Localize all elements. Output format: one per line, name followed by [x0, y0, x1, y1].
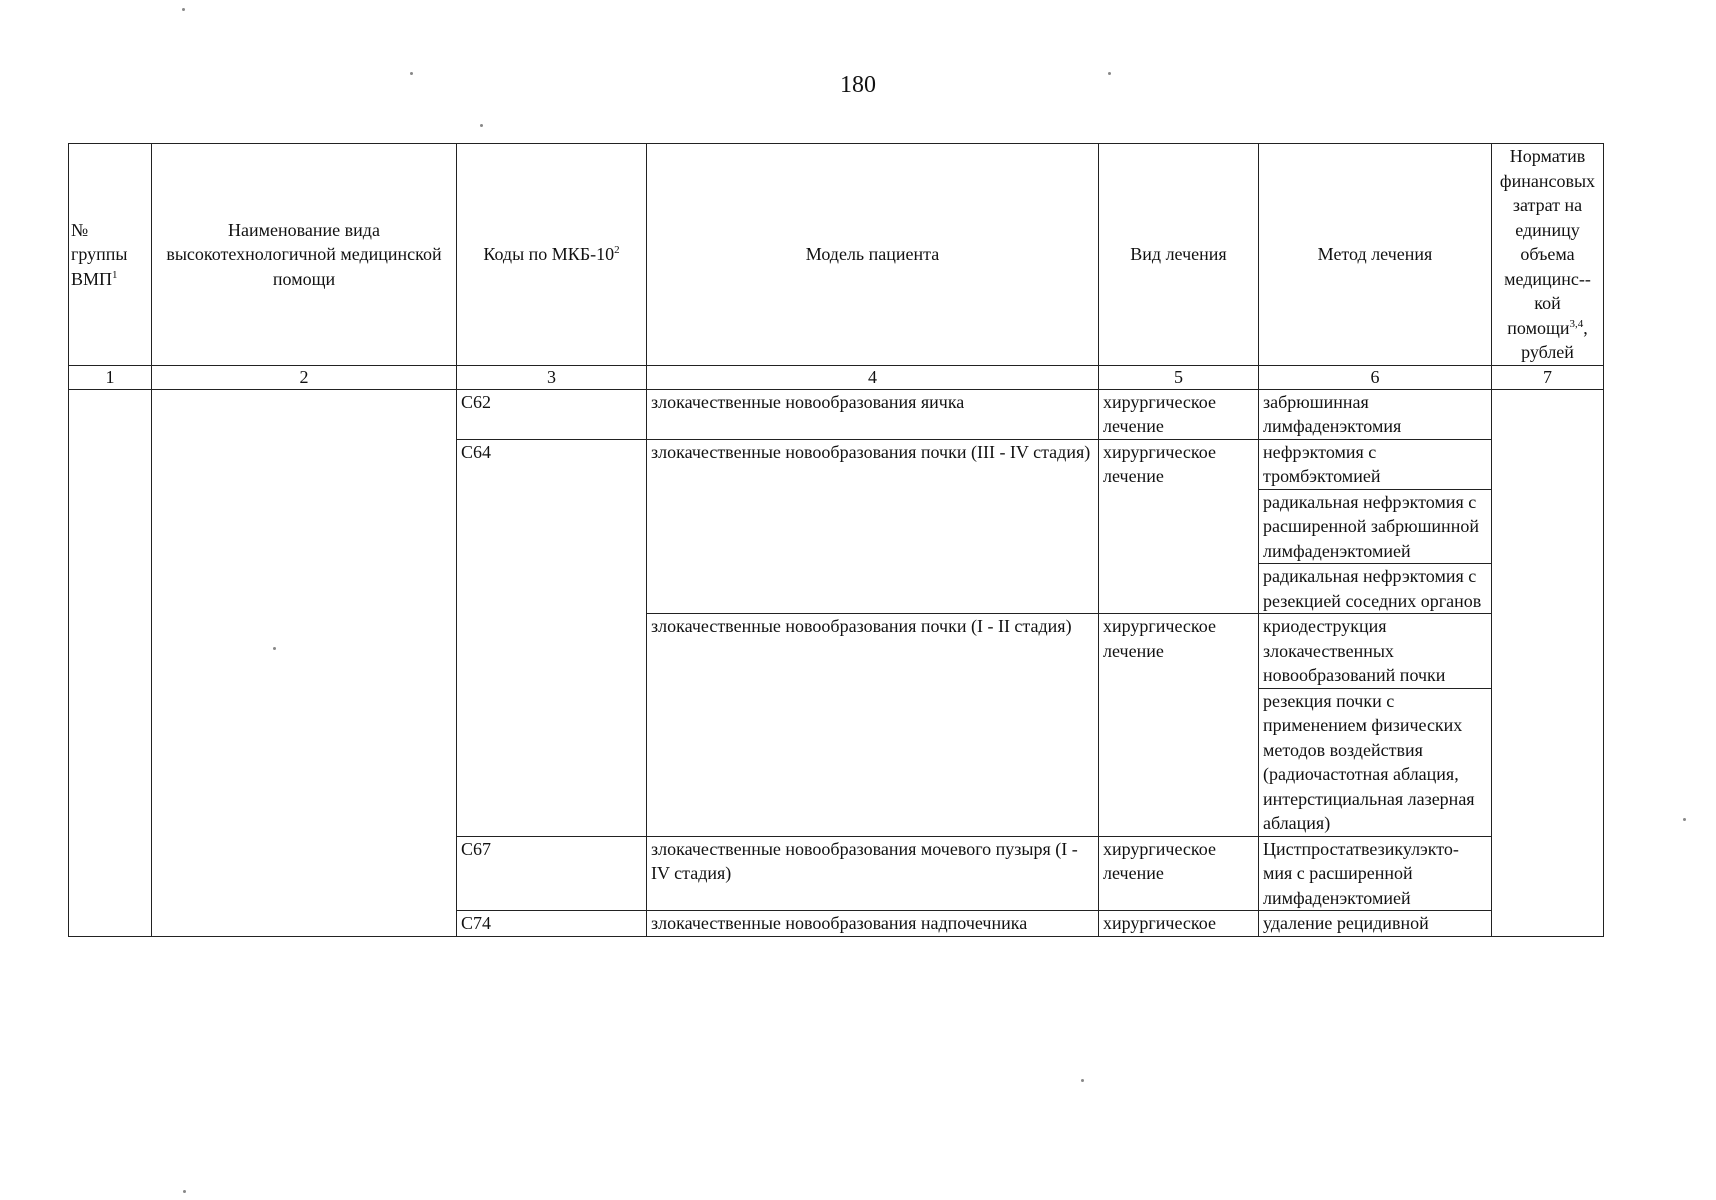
- scan-speck: [183, 1190, 186, 1193]
- cell-patient-model: злокачественные новообразования почки (I - II стадия): [647, 614, 1099, 837]
- scan-speck: [480, 124, 483, 127]
- scan-speck: [1108, 72, 1111, 75]
- cell-treatment-method: криодеструкция злокачественных новообразований почки: [1259, 614, 1492, 689]
- cell-treatment-method: забрюшинная лимфаденэктомия: [1259, 389, 1492, 439]
- cell-patient-model: злокачественные новообразования надпочечника: [647, 911, 1099, 937]
- cell-treatment-method: удаление рецидивной: [1259, 911, 1492, 937]
- cell-treatment-method: радикальная нефрэктомия с резекцией соседних органов: [1259, 564, 1492, 614]
- cell-patient-model: злокачественные новообразования мочевого пузыря (I - IV стадия): [647, 836, 1099, 911]
- cell-treatment-type: хирургическое: [1099, 911, 1259, 937]
- cell-patient-model: злокачественные новообразования почки (III - IV стадия): [647, 439, 1099, 614]
- header-icd-codes: Коды по МКБ-$10^2$: [457, 144, 647, 366]
- vmp-table: [68, 143, 1604, 937]
- cell-treatment-method: резекция почки с применением физических методов воздействия (радиочастотная аблация, интерстициальная лазерная аблация): [1259, 688, 1492, 836]
- cell-icd-code: C67: [457, 836, 647, 911]
- page-number: 180: [840, 72, 876, 98]
- cell-treatment-method: нефрэктомия с тромбэктомией: [1259, 439, 1492, 489]
- scan-speck: [273, 647, 276, 650]
- cell-treatment-type: хирургическое лечение: [1099, 389, 1259, 439]
- column-number: 7: [1492, 365, 1604, 389]
- cell-cost-norm: [1492, 389, 1604, 936]
- cell-treatment-type: хирургическое лечение: [1099, 439, 1259, 614]
- cell-icd-code: C64: [457, 439, 647, 836]
- header-treatment-method: Метод лечения: [1259, 144, 1492, 366]
- scan-speck: [410, 72, 413, 75]
- column-number: 3: [457, 365, 647, 389]
- column-number: 6: [1259, 365, 1492, 389]
- column-number: 1: [69, 365, 152, 389]
- cell-treatment-method: Цистпростатвезикулэкто-мия с расширенной лимфаденэктомией: [1259, 836, 1492, 911]
- cell-icd-code: C74: [457, 911, 647, 937]
- header-care-name: Наименование вида высокотехнологичной медицинской помощи: [152, 144, 457, 366]
- cell-care-name: [152, 389, 457, 936]
- scan-speck: [1081, 1079, 1084, 1082]
- header-group-no: № группы ВМП$^1$: [69, 144, 152, 366]
- scan-speck: [182, 8, 185, 11]
- header-treatment-type: Вид лечения: [1099, 144, 1259, 366]
- header-patient-model: Модель пациента: [647, 144, 1099, 366]
- column-number: 4: [647, 365, 1099, 389]
- cell-group-no: [69, 389, 152, 936]
- scan-speck: [1683, 818, 1686, 821]
- cell-treatment-type: хирургическое лечение: [1099, 614, 1259, 837]
- column-number-row: [69, 365, 1604, 389]
- column-number: 5: [1099, 365, 1259, 389]
- header-row: [69, 144, 1604, 366]
- cell-icd-code: C62: [457, 389, 647, 439]
- table-row: [69, 389, 1604, 439]
- column-number: 2: [152, 365, 457, 389]
- cell-treatment-method: радикальная нефрэктомия с расширенной забрюшинной лимфаденэктомией: [1259, 489, 1492, 564]
- header-cost-norm: Норматив финансовых затрат на единицу объема медицинс--кой помощи$^{3,4}$, рублей: [1492, 144, 1604, 366]
- cell-patient-model: злокачественные новообразования яичка: [647, 389, 1099, 439]
- cell-treatment-type: хирургическое лечение: [1099, 836, 1259, 911]
